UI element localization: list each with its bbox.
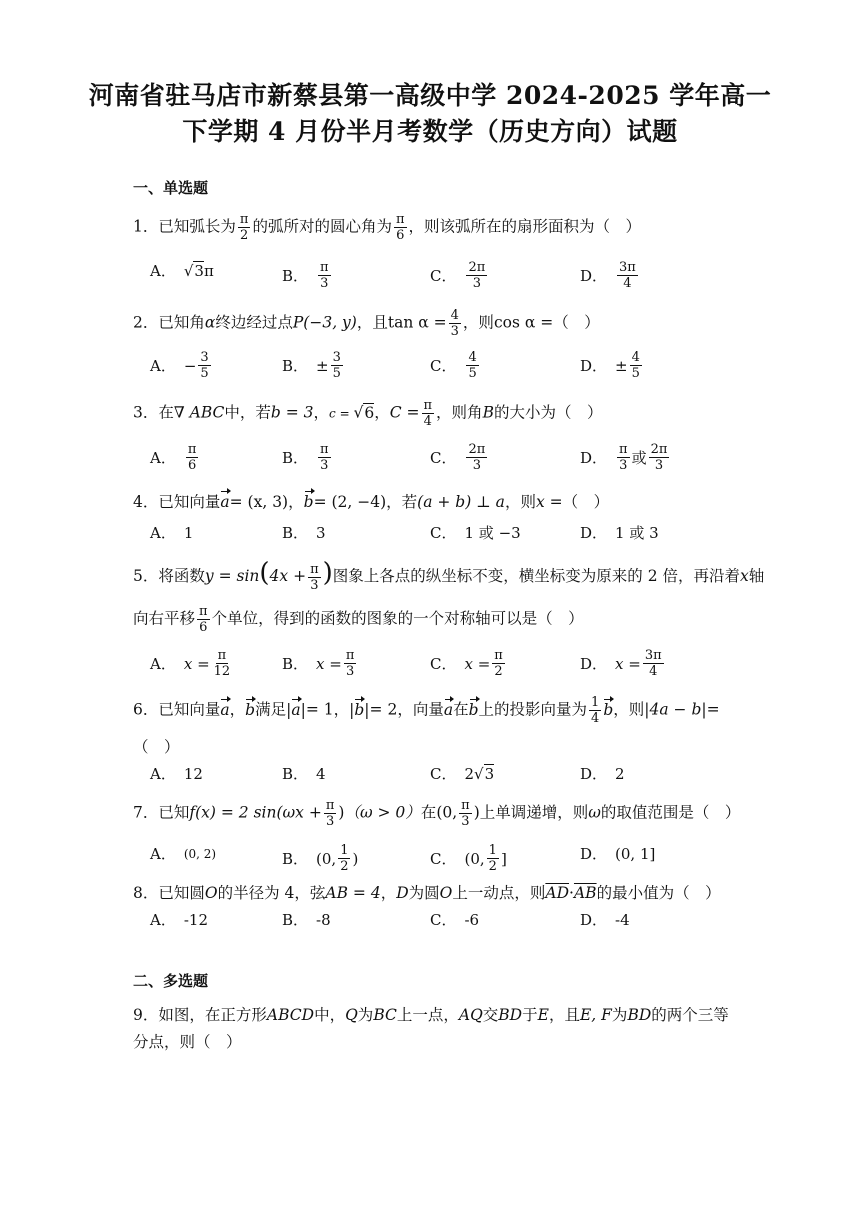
q3-option-a[interactable]: A． $\frac{\pi}{6}$ bbox=[150, 442, 197, 473]
question-4: 4．已知向量a= (x, 3)，b= (2, −4)，若(a + b) ⊥ a，则x =（ ） bbox=[133, 493, 610, 511]
q1-text3: ，则该弧所在的扇形面积为（ ） bbox=[408, 217, 642, 236]
question-9: 9．如图，在正方形ABCD中，Q为BC上一点，AQ交BD于E，且E, F为BD的两个三等 bbox=[133, 1006, 729, 1024]
q4-option-b[interactable]: B． 3 bbox=[282, 523, 326, 542]
question-1 bbox=[133, 212, 641, 243]
q4-option-d[interactable]: D． 1 或 3 bbox=[580, 524, 659, 542]
q1-option-d[interactable]: D． $\frac{3\pi}{4}$ bbox=[580, 260, 636, 291]
q6-option-c[interactable]: C． 2 √ 3 bbox=[430, 764, 495, 783]
section-single-choice: 一、单选题 bbox=[133, 179, 209, 197]
q2-option-d[interactable]: D． ± $\frac{4}{5}$ bbox=[580, 350, 640, 381]
q2-option-c[interactable]: C． $\frac{4}{5}$ bbox=[430, 350, 477, 381]
q7-option-b[interactable]: B． (0, $\frac{1}{2}$ ) bbox=[282, 843, 359, 874]
q1-option-c[interactable]: C． $\frac{2\pi}{3}$ bbox=[430, 260, 486, 291]
question-5: 5．将函数y = sin(4x + $\frac{\pi}{3}$ )图象上各点的纵坐标不变，横坐标变为原来的 2 倍，再沿着x轴 bbox=[133, 558, 765, 593]
q7-option-d[interactable]: D． (0, 1] bbox=[580, 844, 656, 863]
q8-option-a[interactable]: A． -12 bbox=[150, 910, 208, 929]
question-7: 7．已知f(x) = 2 sin(ωx + $\frac{\pi}{3}$ )（ω > 0）在(0, $\frac{\pi}{3}$ )上单调递增，则ω的取值范围是（ ） bbox=[133, 798, 741, 829]
q7-option-c[interactable]: C． (0, $\frac{1}{2}$ ] bbox=[430, 843, 507, 874]
q7-option-a[interactable]: A． (0, 2) bbox=[150, 845, 217, 863]
question-5-line2: 向右平移 $\frac{\pi}{6}$ 个单位，得到的函数的图象的一个对称轴可以是（ ） bbox=[133, 604, 584, 635]
q3-option-c[interactable]: C． $\frac{2\pi}{3}$ bbox=[430, 442, 486, 473]
section-multiple-choice: 二、多选题 bbox=[133, 972, 209, 990]
exam-title-line2: 下学期 4 月份半月考数学（历史方向）试题 bbox=[182, 117, 678, 146]
question-6: 6．已知向量a，b满足|a|= 1，|b|= 2，向量a在b上的投影向量为 $\frac{1}{4}$ b，则|4a − b|= bbox=[133, 695, 720, 726]
q1-frac1: $\frac{\pi}{2}$ bbox=[239, 212, 249, 243]
q1-option-b[interactable]: B． $\frac{\pi}{3}$ bbox=[282, 260, 329, 291]
question-3: 3．在∇ ABC中，若b = 3，c = √6，C = $\frac{\pi}{4}$ ，则角B的大小为（ ） bbox=[133, 398, 603, 429]
q6-option-d[interactable]: D． 2 bbox=[580, 764, 625, 783]
exam-title-line1: 河南省驻马店市新蔡县第一高级中学 2024-2025 学年高一 bbox=[88, 81, 772, 110]
q3-option-b[interactable]: B． $\frac{\pi}{3}$ bbox=[282, 442, 329, 473]
q2-option-b[interactable]: B． ± $\frac{3}{5}$ bbox=[282, 350, 341, 381]
q1-option-a[interactable]: A． √ 3 π bbox=[150, 261, 214, 280]
q6-option-b[interactable]: B． 4 bbox=[282, 764, 326, 783]
q6-option-a[interactable]: A． 12 bbox=[150, 764, 203, 783]
q1-frac2: $\frac{\pi}{6}$ bbox=[395, 212, 405, 243]
q1-text2: 的弧所对的圆心角为 bbox=[252, 217, 392, 236]
q1-number: 1． bbox=[133, 217, 159, 236]
question-6-line2: （ ） bbox=[133, 738, 180, 756]
question-9-line2: 分点，则（ ） bbox=[133, 1033, 242, 1051]
q4-option-a[interactable]: A． 1 bbox=[150, 523, 194, 542]
q8-option-c[interactable]: C． -6 bbox=[430, 910, 480, 929]
q5-option-c[interactable]: C． x = $\frac{\pi}{2}$ bbox=[430, 648, 503, 679]
q1-text: 已知弧长为 bbox=[158, 217, 236, 236]
q5-option-a[interactable]: A． x = $\frac{\pi}{12}$ bbox=[150, 648, 231, 679]
q3-option-d[interactable]: D． $\frac{\pi}{3}$ 或 $\frac{2\pi}{3}$ bbox=[580, 442, 668, 473]
q8-option-b[interactable]: B． -8 bbox=[282, 910, 331, 929]
question-2: 2．已知角α终边经过点P(−3, y)，且tan α = $\frac{4}{3}$ ，则cos α =（ ） bbox=[133, 308, 600, 339]
q8-option-d[interactable]: D． -4 bbox=[580, 910, 630, 929]
q5-option-b[interactable]: B． x = $\frac{\pi}{3}$ bbox=[282, 648, 355, 679]
q5-option-d[interactable]: D． x = $\frac{3\pi}{4}$ bbox=[580, 648, 662, 679]
q4-option-c[interactable]: C． 1 或 −3 bbox=[430, 524, 521, 542]
q2-option-a[interactable]: A． − $\frac{3}{5}$ bbox=[150, 350, 209, 381]
question-8: 8．已知圆O的半径为 4，弦AB = 4，D为圆O上一动点，则$\overline{AD}\cdot\overline{AB}$的最小值为（ ） bbox=[133, 884, 721, 902]
